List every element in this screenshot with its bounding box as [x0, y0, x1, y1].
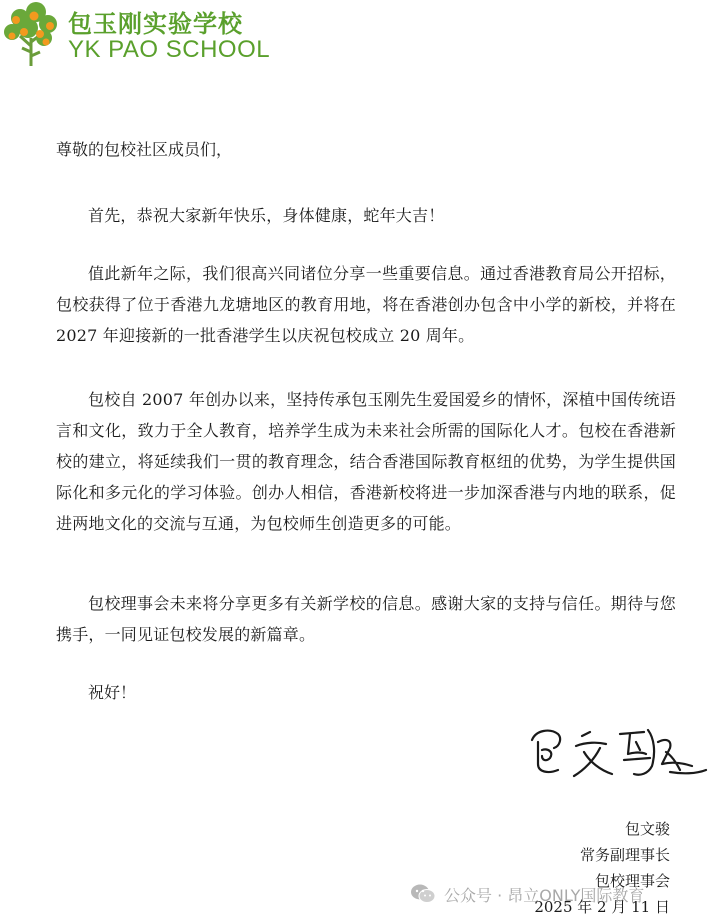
paragraph-outlook: 包校理事会未来将分享更多有关新学校的信息。感谢大家的支持与信任。期待与您携手，一同见证包校发展的新篇章。	[56, 594, 676, 644]
orange-tree-icon	[0, 2, 62, 68]
signatory-organization: 包校理事会	[594, 872, 670, 890]
signatory-title: 常务副理事长	[579, 846, 670, 864]
handwritten-signature	[520, 712, 710, 802]
letter-body	[56, 140, 676, 702]
school-name-chinese: 包玉刚实验学校	[68, 9, 243, 38]
wechat-watermark	[410, 880, 644, 908]
school-name-english: YK PAO SCHOOL	[68, 36, 271, 63]
salutation: 尊敬的包校社区成员们，	[56, 140, 233, 159]
letterhead	[0, 0, 720, 72]
wechat-icon	[410, 883, 436, 905]
letter-date: 2025 年 2 月 11 日	[534, 898, 670, 916]
paragraph-announcement: 值此新年之际，我们很高兴同诸位分享一些重要信息。通过香港教育局公开招标，包校获得了位于香港九龙塘地区的教育用地，将在香港创办包含中小学的新校，并将在 2027 年迎接新的一批香港学生以庆祝包校成立 20 周年。	[56, 264, 676, 345]
paragraph-greeting: 首先，恭祝大家新年快乐，身体健康，蛇年大吉！	[88, 206, 445, 225]
signatory-name: 包文骏	[624, 820, 670, 838]
closing: 祝好！	[88, 683, 137, 702]
watermark-text: 公众号 · 昂立ONLY国际教育	[444, 885, 645, 905]
paragraph-history: 包校自 2007 年创办以来，坚持传承包玉刚先生爱国爱乡的情怀，深植中国传统语言和文化，致力于全人教育，培养学生成为未来社会所需的国际化人才。包校在香港新校的建立，将延续我们一贯的教育理念，结合香港国际教育枢纽的优势，为学生提供国际化和多元化的学习体验。创办人相信，香港新校将进一步加深香港与内地的联系，促进两地文化的交流与互通，为包校师生创造更多的可能。	[56, 390, 676, 533]
